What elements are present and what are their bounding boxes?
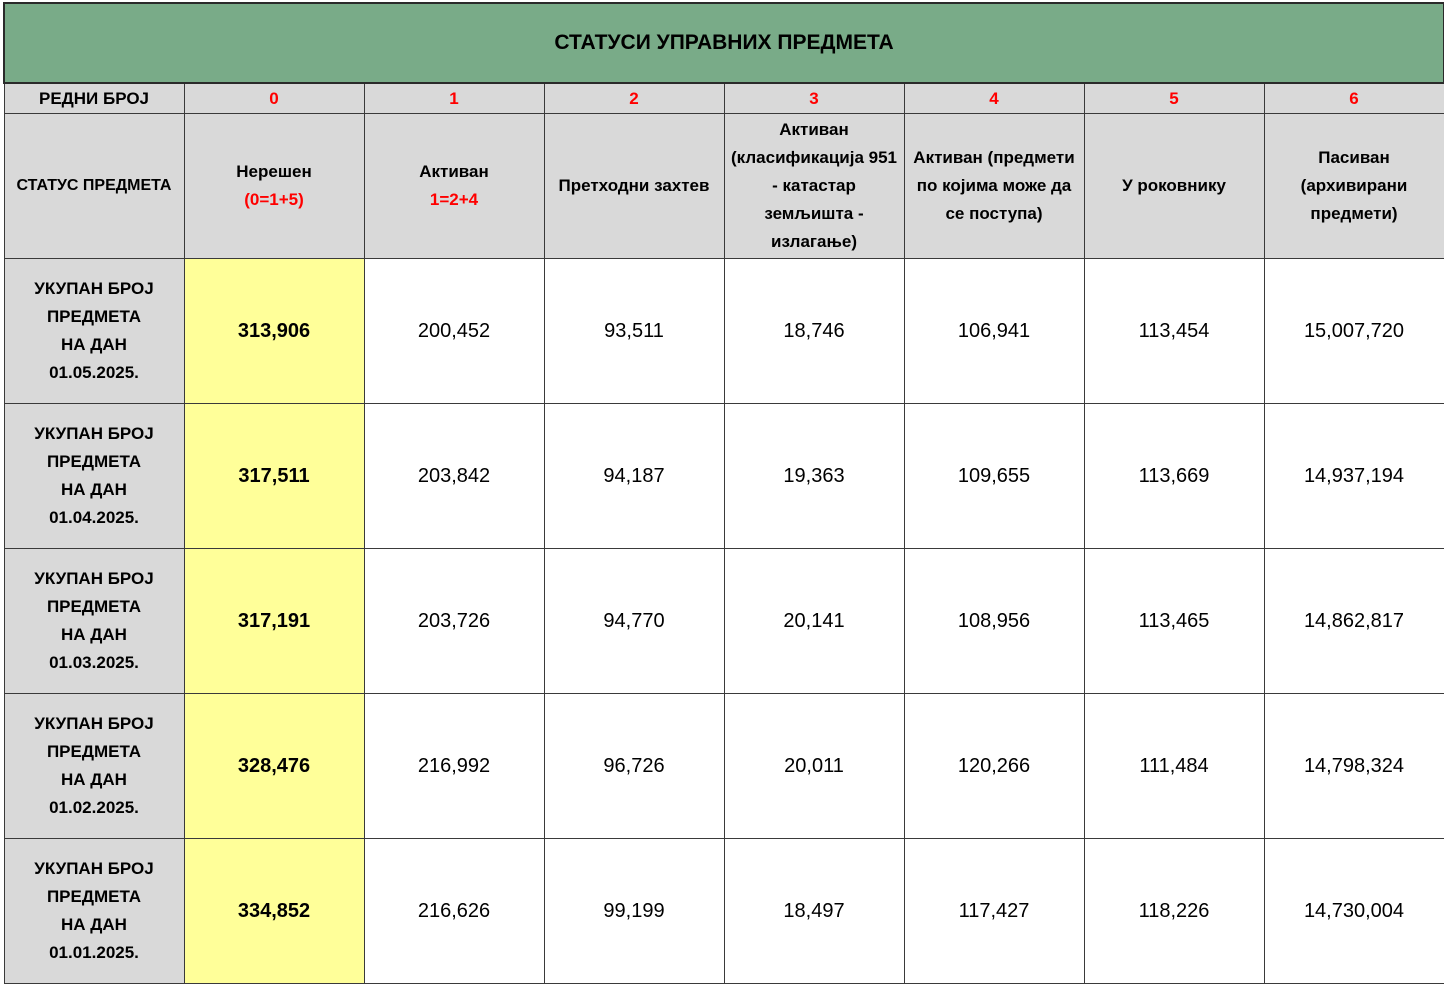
ordinal-row [4,83,1444,114]
cell-previous-request: 94,770 [544,549,724,694]
cell-unresolved: 313,906 [184,259,364,404]
row-label-line: ПРЕДМЕТА [46,887,142,906]
row-label-line: УКУПАН БРОЈ [34,569,154,588]
column-header-name: Активан (класификација 951 - катастар земљишта - излагање) [731,120,897,251]
row-label-line: НА ДАН [61,915,127,934]
cell-active: 203,842 [364,404,544,549]
row-label-line: 01.03.2025. [49,653,139,672]
ordinal-number: 3 [724,83,904,114]
row-label-line: ПРЕДМЕТА [46,742,142,761]
cell-active-actionable: 109,655 [904,404,1084,549]
row-date-label [4,839,184,984]
status-row-label: СТАТУС ПРЕДМЕТА [4,114,184,259]
cell-active-cadastre: 20,141 [724,549,904,694]
column-header-name: Активан [419,162,489,181]
cell-active-cadastre: 18,497 [724,839,904,984]
ordinal-number: 5 [1084,83,1264,114]
column-header-active-actionable [904,114,1084,259]
row-label-line: 01.05.2025. [49,363,139,382]
column-header-passive [1264,114,1444,259]
column-header-formula: 1=2+4 [429,190,479,209]
column-header-name: Претходни захтев [558,176,710,195]
cell-in-deadline-book: 113,465 [1084,549,1264,694]
status-header-row [4,114,1444,259]
ordinal-number: 0 [184,83,364,114]
row-label-line: ПРЕДМЕТА [46,452,142,471]
cell-previous-request: 96,726 [544,694,724,839]
cell-unresolved: 328,476 [184,694,364,839]
cell-active: 200,452 [364,259,544,404]
row-label-line: УКУПАН БРОЈ [34,714,154,733]
cell-active-cadastre: 18,746 [724,259,904,404]
table-row [4,259,1444,404]
table-row [4,549,1444,694]
cell-in-deadline-book: 113,454 [1084,259,1264,404]
row-label-line: НА ДАН [61,335,127,354]
cell-active: 216,992 [364,694,544,839]
table-row [4,404,1444,549]
column-header-name: У роковнику [1122,176,1226,195]
column-header-name: Активан (предмети по којима може да се поступа) [913,148,1075,223]
row-label-line: НА ДАН [61,625,127,644]
column-header-name: Пасиван (архивирани предмети) [1300,148,1408,223]
row-label-line: ПРЕДМЕТА [46,307,142,326]
cell-in-deadline-book: 118,226 [1084,839,1264,984]
row-label-line: УКУПАН БРОЈ [34,424,154,443]
row-label-line: 01.01.2025. [49,943,139,962]
cell-in-deadline-book: 113,669 [1084,404,1264,549]
cell-passive: 14,862,817 [1264,549,1444,694]
cell-passive: 15,007,720 [1264,259,1444,404]
cell-active: 216,626 [364,839,544,984]
row-label-line: 01.02.2025. [49,798,139,817]
column-header-name: Нерешен [236,162,312,181]
cell-active-actionable: 117,427 [904,839,1084,984]
table-row [4,839,1444,984]
column-header-formula: (0=1+5) [244,190,304,209]
row-label-line: 01.04.2025. [49,508,139,527]
cell-in-deadline-book: 111,484 [1084,694,1264,839]
cell-unresolved: 334,852 [184,839,364,984]
ordinal-number: 6 [1264,83,1444,114]
cell-active: 203,726 [364,549,544,694]
cell-previous-request: 99,199 [544,839,724,984]
cell-active-actionable: 120,266 [904,694,1084,839]
cell-passive: 14,937,194 [1264,404,1444,549]
column-header-in-deadline-book [1084,114,1264,259]
row-label-line: НА ДАН [61,480,127,499]
column-header-active-cadastre [724,114,904,259]
status-table [3,2,1444,984]
table-title: СТАТУСИ УПРАВНИХ ПРЕДМЕТА [4,3,1444,83]
row-label-line: УКУПАН БРОЈ [34,859,154,878]
cell-passive: 14,730,004 [1264,839,1444,984]
cell-previous-request: 94,187 [544,404,724,549]
row-label-line: ПРЕДМЕТА [46,597,142,616]
cell-unresolved: 317,511 [184,404,364,549]
cell-active-actionable: 108,956 [904,549,1084,694]
row-label-line: УКУПАН БРОЈ [34,279,154,298]
cell-passive: 14,798,324 [1264,694,1444,839]
column-header-unresolved [184,114,364,259]
row-date-label [4,259,184,404]
ordinal-number: 4 [904,83,1084,114]
cell-active-cadastre: 20,011 [724,694,904,839]
column-header-previous-request [544,114,724,259]
cell-previous-request: 93,511 [544,259,724,404]
title-row [4,3,1444,83]
row-date-label [4,549,184,694]
cell-unresolved: 317,191 [184,549,364,694]
cell-active-actionable: 106,941 [904,259,1084,404]
ordinal-row-label: РЕДНИ БРОЈ [4,83,184,114]
ordinal-number: 2 [544,83,724,114]
table-row [4,694,1444,839]
row-label-line: НА ДАН [61,770,127,789]
row-date-label [4,694,184,839]
row-date-label [4,404,184,549]
ordinal-number: 1 [364,83,544,114]
cell-active-cadastre: 19,363 [724,404,904,549]
column-header-active [364,114,544,259]
